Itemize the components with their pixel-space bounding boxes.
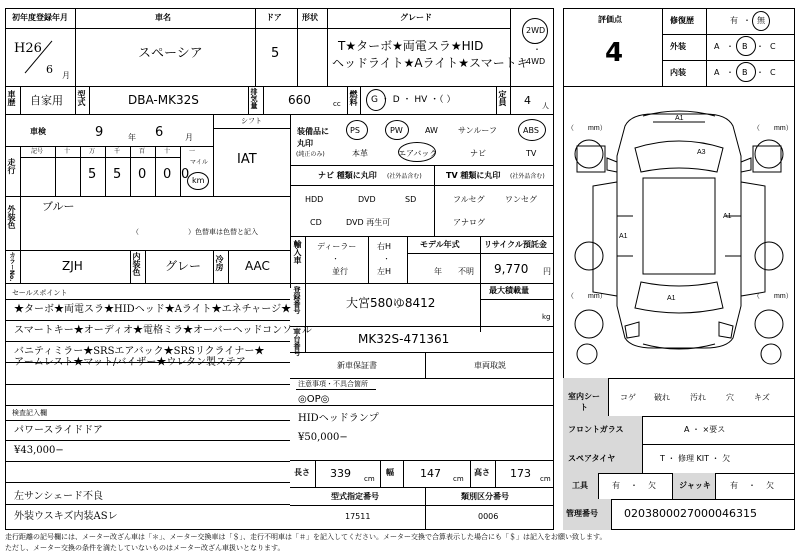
mileage-unit-100k: 十	[64, 148, 71, 155]
mileage-digit-3: 0	[138, 167, 147, 182]
interior-c: C	[770, 68, 776, 77]
mark-a3-hood: A3	[697, 149, 706, 156]
warranty-new-car: 新車保証書	[337, 361, 377, 370]
equip-navi: ナビ	[470, 149, 486, 158]
color-no-value: ZJH	[62, 259, 83, 273]
sheet-burn: コゲ	[620, 393, 636, 402]
equip-leather: 本革	[352, 149, 368, 158]
spare-left-1	[575, 242, 603, 270]
equipment-label-1: 装備品に	[297, 127, 329, 136]
mm-label-bl: （ mm）	[567, 293, 607, 300]
mark-a1-rear: A1	[667, 295, 676, 302]
exterior-color-note: （ ）色替車は色替と記入	[132, 228, 258, 236]
tv-title-sub: (社外品含む)	[510, 173, 545, 180]
front-glass-options: A ・ ×要ス	[684, 425, 726, 434]
grade-line2: ヘッドライト★Aライト★スマートキ	[332, 56, 529, 70]
km-label: km	[192, 176, 205, 185]
mileage-label: 走行	[7, 158, 16, 174]
fuel-options: G ・ D ・ HV ・（ ）	[371, 95, 456, 105]
equip-aw: AW	[425, 126, 438, 135]
fuel-label: 燃料	[349, 90, 358, 106]
rear-window	[635, 282, 723, 313]
displacement-value: 660	[288, 93, 311, 107]
length-label: 長さ	[294, 468, 310, 477]
length-value: 339	[330, 467, 351, 480]
import-parallel: 並行	[332, 267, 348, 276]
sales-point-line-3: バニティミラー★SRSエアバック★SRSリクライナー★	[14, 346, 265, 357]
interior-sheet-label: 室内シート	[568, 392, 600, 412]
mileage-unit-1k: 千	[114, 148, 121, 155]
mark-a1-left-door: A1	[619, 233, 628, 240]
width-label: 幅	[386, 468, 394, 477]
exterior-label: 外装	[670, 42, 686, 51]
mileage-digit-4: 0	[163, 167, 172, 182]
exterior-b: B	[742, 42, 748, 51]
equip-airbag: エアバック	[398, 149, 438, 158]
chassis-value: MK32S-471361	[358, 332, 450, 346]
import-dealer: ディーラー	[317, 242, 357, 251]
door-value: 5	[271, 46, 280, 61]
mileage-unit-symbol: 記号	[31, 148, 44, 155]
equip-pw: PW	[390, 126, 403, 135]
shaken-year-unit: 年	[128, 133, 136, 142]
vehicle-use-value: 自家用	[30, 94, 63, 107]
equip-ps: PS	[350, 126, 360, 135]
jack-dot: ・	[748, 481, 756, 490]
door-label: ドア	[266, 13, 282, 22]
score-value: 4	[605, 38, 624, 68]
inspector-bottom-1: 左サンシェード不良	[14, 491, 104, 502]
exterior-dot1: ・	[726, 42, 734, 51]
interior-dot1: ・	[726, 68, 734, 77]
model-year-label: モデル年式	[420, 240, 460, 249]
shift-value: IAT	[237, 152, 257, 167]
first-reg-month-unit: 月	[62, 71, 70, 80]
mileage-digit-5: 0	[181, 167, 190, 182]
rear-light-left	[625, 322, 639, 338]
notes-line-1: ◎OP◎	[298, 394, 330, 405]
footer-line-2: ただし、メーター交換の条件を満たしていないものはメーター改ざん車扱いとなります。	[5, 544, 285, 552]
interior-color-value: グレー	[165, 259, 202, 273]
import-right: 右H	[377, 242, 392, 251]
roof	[643, 178, 715, 274]
repair-no: 無	[757, 16, 765, 25]
ac-value: AAC	[245, 259, 270, 273]
interior-dot2: ・	[756, 68, 764, 77]
shaken-year: 9	[95, 125, 104, 140]
navi-title: ナビ 種類に丸印	[318, 171, 377, 180]
wheel-rear-right	[755, 310, 783, 338]
max-load-unit: kg	[542, 313, 551, 321]
mileage-digit-2: 5	[113, 167, 122, 182]
score-label: 評価点	[598, 15, 622, 24]
sales-points-title: セールスポイント	[12, 289, 68, 297]
jack-lacking: 欠	[766, 481, 774, 490]
first-reg-month: 6	[46, 63, 53, 76]
recycle-value: 9,770	[494, 262, 529, 276]
max-load-label: 最大積載量	[489, 286, 529, 295]
capacity-unit: 人	[542, 102, 549, 110]
tool-has: 有	[612, 481, 620, 490]
mark-a1-right-door: A1	[723, 213, 732, 220]
left-side-panel	[593, 182, 617, 296]
windshield	[635, 141, 723, 172]
mm-label-tl: （ mm）	[567, 125, 607, 132]
spare-right-1	[755, 242, 783, 270]
right-mirror	[741, 158, 751, 172]
mm-label-br: （ mm）	[753, 293, 793, 300]
model-designation-label: 型式指定番号	[331, 492, 379, 501]
tv-fullseg: フルセグ	[453, 195, 485, 204]
jack-has: 有	[730, 481, 738, 490]
wheel-front-right	[755, 140, 783, 168]
grade-line1: T★ターボ★両電スラ★HID	[338, 39, 484, 53]
right-side-panel	[741, 182, 765, 296]
mm-label-tr: （ mm）	[753, 125, 793, 132]
shaken-label: 車検	[30, 127, 46, 136]
right-door-line	[725, 216, 741, 256]
mark-a1-front: A1	[675, 115, 684, 122]
registration-value: 大宮580ゆ8412	[346, 296, 436, 310]
jack-label: ジャッキ	[679, 481, 711, 490]
tv-title: TV 種類に丸印	[446, 171, 501, 180]
import-dot2: ・	[383, 255, 390, 263]
interior-label: 内装	[670, 68, 686, 77]
notes-line-3: ¥50,000−	[298, 432, 348, 443]
navi-cd: CD	[310, 218, 322, 227]
width-unit: cm	[453, 475, 464, 483]
front-glass-label: フロントガラス	[568, 425, 624, 434]
equip-sunroof: サンルーフ	[458, 126, 497, 135]
car-name-label: 車名	[155, 13, 171, 22]
shaken-month: 6	[155, 125, 164, 140]
chassis-label: 車台番号	[293, 328, 301, 356]
category-value: 0006	[478, 512, 499, 521]
car-name-value: スペーシア	[138, 46, 203, 61]
footer-line-1: 走行距離の記号欄には、メーター改ざん車は「＊」、メーター交換車は「＄」、走行不明車は「＃」を記入してください。メーター交換で合算表示した場合にも「＄」は記入をお願い致します。	[5, 533, 607, 541]
category-label: 類別区分番号	[461, 492, 509, 501]
import-label: 輸入車	[293, 240, 302, 264]
spare-tire-options: T ・ 修理 KIT ・ 欠	[660, 454, 731, 463]
interior-a: A	[714, 68, 720, 77]
model-value: DBA-MK32S	[128, 93, 199, 107]
model-year-unit: 年	[434, 267, 442, 276]
tv-oneseg: ワンセグ	[505, 195, 537, 204]
sales-point-line-2: スマートキー★オーディオ★電格ミラ★オーバーヘッドコンソール	[14, 325, 312, 336]
notes-line-2: HIDヘッドランプ	[298, 413, 379, 424]
first-reg-label: 初年度登録年月	[12, 13, 68, 22]
recycle-label: リサイクル預託金	[484, 240, 547, 249]
inspector-line-1: パワースライドドア	[14, 425, 103, 436]
tool-label: 工具	[572, 481, 588, 490]
left-mirror	[607, 158, 617, 172]
navi-sd: SD	[405, 195, 417, 204]
exterior-dot2: ・	[756, 42, 764, 51]
navi-dvd-play: DVD 再生可	[346, 218, 391, 227]
inspector-title: 検査記入欄	[12, 409, 47, 417]
sheet-scratch: キズ	[754, 393, 770, 402]
drive-dot: ・	[533, 45, 541, 54]
displacement-label: 排気量	[250, 88, 258, 109]
drive-2wd: 2WD	[526, 26, 546, 35]
equipment-label-3: (純正のみ)	[296, 151, 325, 158]
exterior-color-label: 外装色	[7, 205, 16, 229]
mileage-unit-1: 一	[189, 148, 196, 155]
repair-dot: ・	[743, 16, 751, 25]
capacity-value: 4	[524, 94, 531, 107]
import-dot: ・	[332, 255, 339, 263]
registration-label: 登録番号	[293, 286, 301, 314]
exterior-a: A	[714, 42, 720, 51]
interior-b: B	[742, 68, 748, 77]
wheel-bottom-right	[761, 344, 781, 364]
repair-label: 修復歴	[670, 16, 694, 25]
equipment-label-2: 丸印	[297, 139, 313, 148]
shift-label: シフト	[241, 117, 262, 125]
displacement-unit: cc	[333, 100, 341, 108]
repair-yes: 有	[730, 16, 738, 25]
management-value: 0203800027000046315	[624, 507, 757, 520]
equip-tv: TV	[526, 149, 537, 158]
navi-hdd: HDD	[305, 195, 324, 204]
mileage-unit-10: 十	[164, 148, 171, 155]
exterior-c: C	[770, 42, 776, 51]
capacity-label: 定員	[498, 90, 507, 106]
import-left: 左H	[377, 267, 392, 276]
tool-dot: ・	[630, 481, 638, 490]
management-label: 管理番号	[566, 509, 598, 518]
car-diagram	[563, 86, 795, 378]
exterior-color-value: ブルー	[42, 200, 75, 213]
wheel-rear-left	[575, 310, 603, 338]
vehicle-use-label: 車歴	[7, 90, 16, 106]
length-unit: cm	[364, 475, 375, 483]
height-label: 高さ	[474, 468, 490, 477]
grade-label: グレード	[400, 13, 432, 22]
shape-label: 形状	[302, 13, 318, 22]
inspector-line-2: ¥43,000−	[14, 445, 64, 456]
rear-light-right	[719, 322, 733, 338]
navi-dvd: DVD	[358, 195, 376, 204]
sales-point-line-4: アームレスト★マット/バイザー★ウレタン製ステア	[14, 357, 246, 368]
shaken-month-unit: 月	[185, 133, 193, 142]
recycle-unit: 円	[543, 267, 551, 276]
notes-title: 注意事項・不具合箇所	[298, 380, 368, 388]
model-designation-value: 17511	[345, 512, 371, 521]
spare-tire-label: スペアタイヤ	[568, 454, 616, 463]
inspector-bottom-2: 外装ウスキズ内装ASレ	[14, 511, 118, 522]
wheel-front-left	[575, 140, 603, 168]
warranty-manual: 車両取説	[474, 361, 506, 370]
width-value: 147	[420, 467, 441, 480]
color-no-label: カラーNo.	[8, 252, 15, 282]
sheet-dirt: 汚れ	[690, 393, 706, 402]
model-label: 型式	[77, 90, 86, 106]
mileage-unit-10k: 万	[89, 148, 96, 155]
tool-lacking: 欠	[648, 481, 656, 490]
tv-analog: アナログ	[453, 218, 485, 227]
equip-abs: ABS	[523, 126, 539, 135]
interior-color-label: 内装色	[132, 252, 141, 276]
mileage-digit-1: 5	[88, 167, 97, 182]
sheet-hole: 穴	[726, 393, 734, 402]
sheet-tear: 破れ	[654, 393, 670, 402]
height-unit: cm	[540, 475, 551, 483]
drive-4wd: 4WD	[526, 57, 546, 66]
height-value: 173	[510, 467, 531, 480]
first-reg-era: H26	[14, 41, 42, 56]
wheel-bottom-left	[577, 344, 597, 364]
mile-label: マイル	[190, 159, 208, 166]
model-year-unknown: 不明	[458, 267, 474, 276]
sales-point-line-1: ★ターボ★両電スラ★HIDヘッド★Aライト★エネチャージ★	[14, 304, 292, 315]
ac-label: 冷房	[215, 255, 224, 271]
navi-title-sub: (社外品含む)	[387, 173, 422, 180]
mileage-unit-100: 百	[139, 148, 146, 155]
